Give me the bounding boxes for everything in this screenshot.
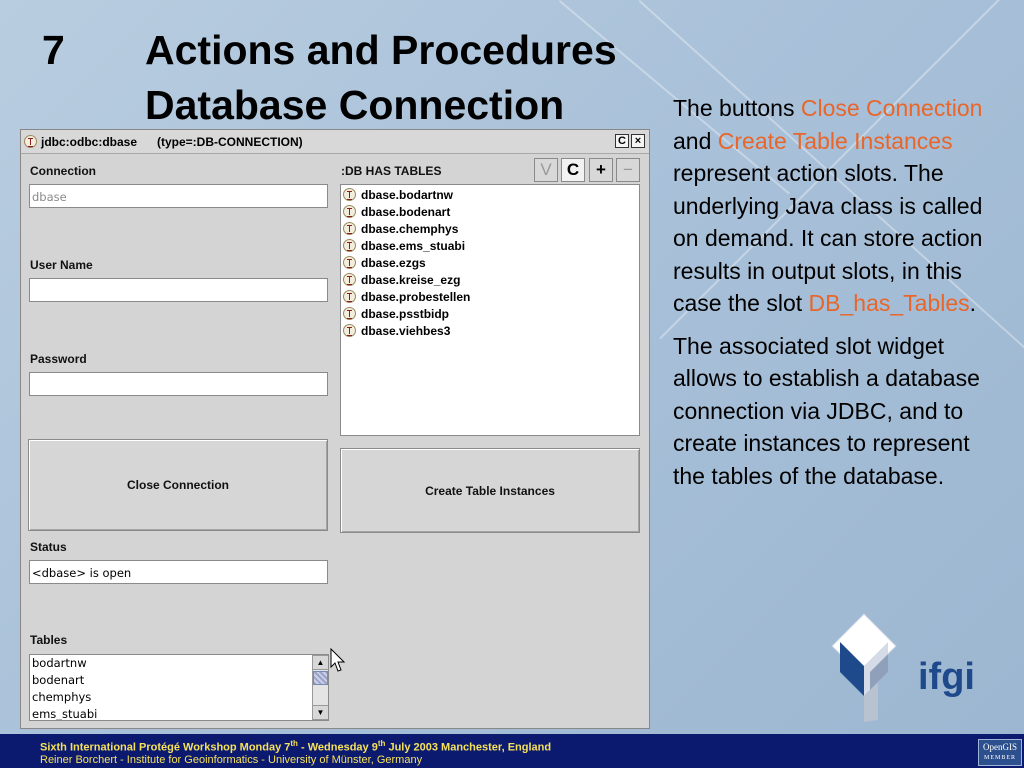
instance-name: jdbc:odbc:dbase — [41, 135, 138, 149]
list-item[interactable]: chemphys — [32, 690, 92, 704]
instance-type: (type=:DB-CONNECTION) — [157, 135, 303, 149]
highlight-create-table-instances: Create Table Instances — [717, 127, 953, 154]
close-connection-button[interactable]: Close Connection — [28, 439, 328, 531]
list-item[interactable]: dbase.ems_stuabi — [343, 237, 637, 254]
list-item[interactable]: dbase.bodartnw — [343, 186, 637, 203]
list-item[interactable]: dbase.chemphys — [343, 220, 637, 237]
slide-title: Actions and Procedures — [145, 27, 617, 73]
ifgi-logo-icon — [830, 612, 910, 724]
list-item[interactable]: dbase.viehbes3 — [343, 322, 637, 339]
instance-icon — [343, 188, 356, 201]
instance-window — [20, 129, 650, 729]
list-item[interactable]: dbase.kreise_ezg — [343, 271, 637, 288]
list-item[interactable]: dbase.bodenart — [343, 203, 637, 220]
tables-label: Tables — [30, 633, 68, 647]
password-field[interactable] — [29, 372, 328, 396]
instance-icon — [24, 135, 37, 148]
instance-icon — [343, 205, 356, 218]
instance-icon — [343, 290, 356, 303]
footer-line-1: Sixth International Protégé Workshop Monday 7th - Wednesday 9th July 2003 Manchester, England — [40, 739, 552, 754]
list-item[interactable]: bodartnw — [32, 656, 87, 670]
window-title-bar — [21, 130, 649, 154]
tables-list[interactable] — [29, 654, 329, 721]
scroll-down-icon[interactable]: ▼ — [313, 705, 328, 720]
window-close-button[interactable]: × — [631, 134, 645, 148]
list-item[interactable]: dbase.psstbidp — [343, 305, 637, 322]
slide-number: 7 — [42, 27, 65, 73]
instance-icon — [343, 307, 356, 320]
scroll-up-icon[interactable]: ▲ — [313, 655, 328, 670]
create-table-instances-button[interactable]: Create Table Instances — [340, 448, 640, 533]
highlight-close-connection: Close Connection — [800, 95, 983, 121]
connection-field[interactable]: dbase — [29, 184, 328, 208]
create-button[interactable]: C — [561, 158, 585, 182]
footer-line-2: Reiner Borchert - Institute for Geoinformatics - University of Münster, Germany — [40, 754, 423, 766]
list-item[interactable]: ems_stuabi — [32, 707, 98, 721]
window-customize-button[interactable]: C — [615, 134, 629, 148]
instance-icon — [343, 324, 356, 337]
status-field[interactable]: <dbase> is open — [29, 560, 328, 584]
footer-bar — [0, 734, 1024, 768]
mouse-cursor-icon — [330, 648, 346, 674]
opengis-badge: OpenGIS MEMBER — [978, 739, 1022, 766]
instance-icon — [343, 273, 356, 286]
description-paragraph-2: The associated slot widget allows to establish a database connection via JDBC, and to create instances to represent the tables of the database. — [673, 332, 980, 489]
ifgi-logo-text: ifgi — [918, 656, 975, 698]
instance-icon — [343, 239, 356, 252]
list-item[interactable]: dbase.ezgs — [343, 254, 637, 271]
db-tables-list[interactable] — [340, 184, 640, 436]
description-paragraph-1: The buttons Close Connection and Create Table Instances represent action slots. The underlying Java class is called on demand. It can store action results in output slots, in this case the slot DB_has_Tables. — [673, 95, 983, 316]
add-button[interactable]: + — [589, 158, 613, 182]
description-text — [673, 92, 1003, 502]
db-has-tables-label: :DB HAS TABLES — [341, 164, 442, 178]
connection-label: Connection — [30, 164, 96, 178]
username-field[interactable] — [29, 278, 328, 302]
instance-icon — [343, 256, 356, 269]
remove-button[interactable]: − — [616, 158, 640, 182]
username-label: User Name — [30, 258, 93, 272]
list-item[interactable]: bodenart — [32, 673, 85, 687]
scrollbar[interactable] — [312, 655, 328, 720]
highlight-db-has-tables: DB_has_Tables — [808, 290, 970, 316]
scroll-thumb[interactable] — [313, 671, 328, 685]
instance-icon — [343, 222, 356, 235]
list-item[interactable]: dbase.probestellen — [343, 288, 637, 305]
status-label: Status — [30, 540, 67, 554]
password-label: Password — [30, 352, 87, 366]
view-button[interactable]: V — [534, 158, 558, 182]
slide-subtitle: Database Connection — [145, 82, 565, 128]
